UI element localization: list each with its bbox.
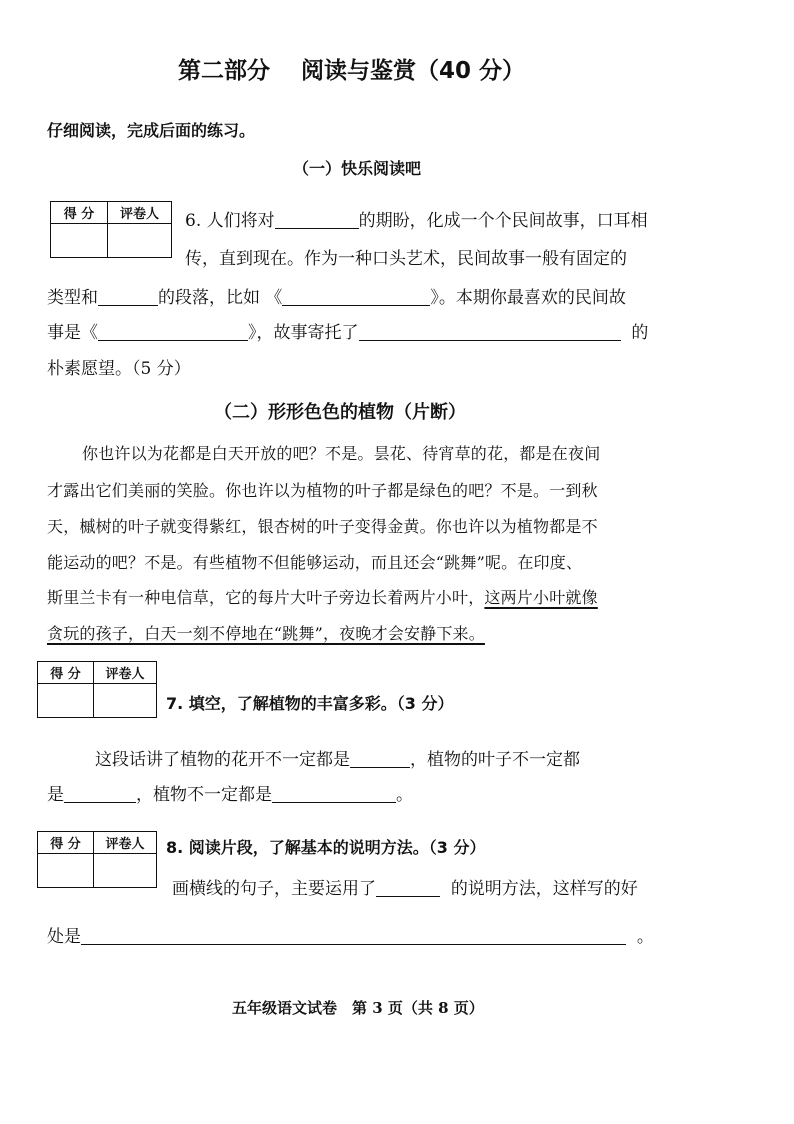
- score-table-q7: [37, 661, 157, 718]
- q6-blank-1[interactable]: [275, 211, 359, 229]
- q7-blank-3[interactable]: [272, 785, 396, 803]
- q7-line1: 这段话讲了植物的花开不一定都是 ，植物的叶子不一定都: [95, 750, 580, 770]
- grader-box[interactable]: [108, 224, 172, 258]
- passage-line4: 能运动的吧？不是。有些植物不但能够运动，而且还会“跳舞”呢。在印度、: [47, 553, 583, 572]
- q7-line2: 是 ，植物不一定都是 。: [47, 785, 413, 805]
- score-table-q8: [37, 831, 157, 888]
- score-table-q6: [50, 201, 172, 258]
- q7-blank-1[interactable]: [350, 750, 410, 768]
- passage-line1: 你也许以为花都是白天开放的吧？不是。昙花、待宵草的花，都是在夜间: [82, 444, 601, 463]
- page-footer: 五年级语文试卷 第 3 页（共 8 页）: [232, 999, 484, 1017]
- q8-blank-1[interactable]: [376, 879, 440, 897]
- q8-title: 8. 阅读片段，了解基本的说明方法。（3 分）: [166, 838, 486, 857]
- q6-line4: 事是《 》，故事寄托了 的: [47, 323, 649, 343]
- q8-line2: 处是 。: [47, 927, 654, 947]
- q6-blank-5[interactable]: [359, 323, 621, 341]
- underlined-sentence-part2: 贪玩的孩子，白天一刻不停地在“跳舞”，夜晚才会安静下来。: [47, 624, 485, 643]
- underlined-sentence-part1: 这两片小叶就像: [484, 588, 598, 607]
- instruction-text: 仔细阅读，完成后面的练习。: [47, 121, 256, 140]
- score-box[interactable]: [51, 224, 108, 258]
- section1-heading: （一）快乐阅读吧: [293, 159, 422, 178]
- page-title: 第二部分 阅读与鉴赏（40 分）: [178, 58, 526, 84]
- grader-header: 评卷人: [94, 662, 157, 684]
- q6-line5: 朴素愿望。（5 分）: [47, 359, 191, 379]
- q6-blank-3[interactable]: [282, 288, 430, 306]
- passage-line2: 才露出它们美丽的笑脸。你也许以为植物的叶子都是绿色的吧？不是。一到秋: [47, 481, 598, 500]
- grader-box[interactable]: [94, 854, 157, 888]
- q6-line2: 传，直到现在。作为一种口头艺术，民间故事一般有固定的: [185, 249, 627, 269]
- section2-heading: （二）形形色色的植物（片断）: [214, 402, 466, 423]
- passage-line3: 天，槭树的叶子就变得紫红，银杏树的叶子变得金黄。你也许以为植物都是不: [47, 517, 598, 536]
- q6-line1: 6. 人们将对 的期盼，化成一个个民间故事，口耳相: [185, 211, 648, 231]
- grader-box[interactable]: [94, 684, 157, 718]
- grader-header: 评卷人: [108, 202, 172, 224]
- score-header: 得 分: [38, 832, 94, 854]
- q6-blank-2[interactable]: [98, 288, 158, 306]
- q8-blank-2[interactable]: [81, 927, 626, 945]
- q8-line1: 画横线的句子，主要运用了 的说明方法，这样写的好: [172, 879, 638, 899]
- q6-line3: 类型和 的段落，比如 《 》。本期你最喜欢的民间故: [47, 288, 626, 308]
- q6-blank-4[interactable]: [98, 323, 248, 341]
- score-box[interactable]: [38, 684, 94, 718]
- q7-title: 7. 填空，了解植物的丰富多彩。（3 分）: [166, 694, 454, 713]
- score-box[interactable]: [38, 854, 94, 888]
- passage-line5: 斯里兰卡有一种电信草，它的每片大叶子旁边长着两片小叶，这两片小叶就像: [47, 588, 598, 607]
- q7-blank-2[interactable]: [64, 785, 136, 803]
- score-header: 得 分: [38, 662, 94, 684]
- score-header: 得 分: [51, 202, 108, 224]
- grader-header: 评卷人: [94, 832, 157, 854]
